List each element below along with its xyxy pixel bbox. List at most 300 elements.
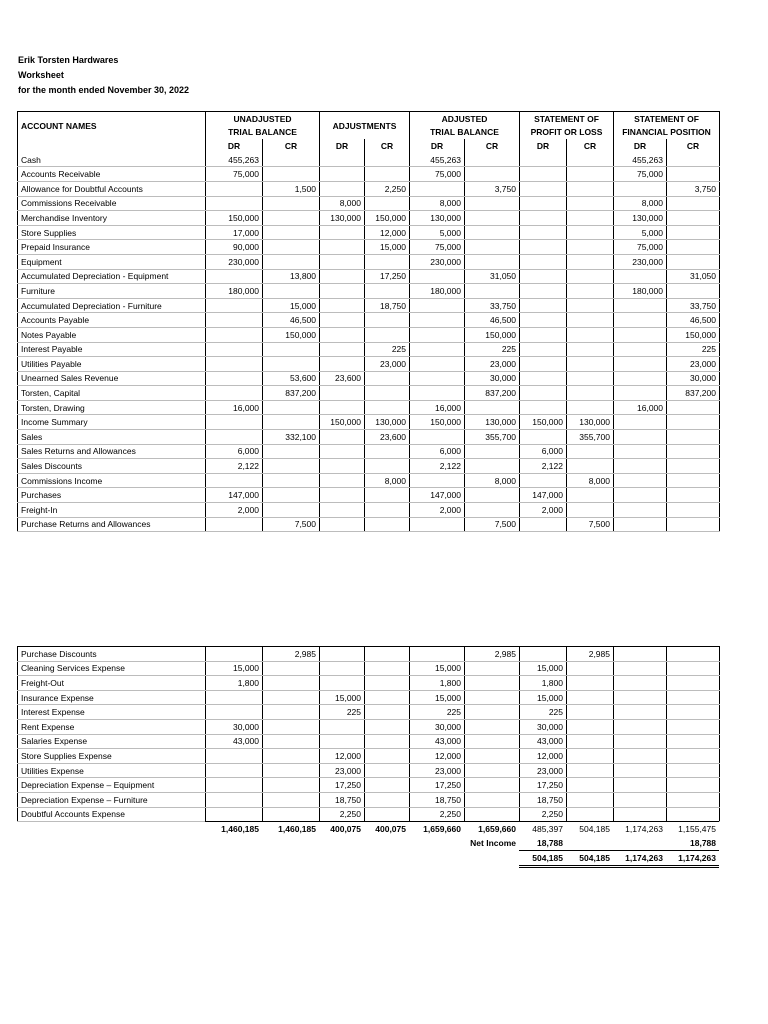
amount-cell: 43,000 (410, 734, 465, 749)
amount-cell (410, 298, 465, 313)
adjusted-header-1: ADJUSTED (410, 112, 520, 126)
amount-cell: 355,700 (567, 430, 614, 445)
amount-cell (320, 167, 365, 182)
amount-cell: 2,250 (320, 807, 365, 822)
amount-cell (667, 153, 720, 167)
amount-cell (206, 386, 263, 401)
account-row (18, 647, 720, 662)
amount-cell (365, 719, 410, 734)
amount-cell: 33,750 (465, 298, 520, 313)
amount-cell (465, 488, 520, 503)
amount-cell: 75,000 (206, 167, 263, 182)
amount-cell (465, 254, 520, 269)
amount-cell: 8,000 (365, 473, 410, 488)
totals-table (17, 821, 719, 868)
amount-cell (263, 488, 320, 503)
amount-cell: 18,750 (320, 792, 365, 807)
amount-cell: 2,985 (263, 647, 320, 662)
amount-cell (206, 690, 263, 705)
amount-cell: 23,600 (365, 430, 410, 445)
amount-cell (365, 371, 410, 386)
amount-cell: 837,200 (667, 386, 720, 401)
account-name-cell: Purchases (18, 488, 206, 503)
amount-cell (614, 313, 667, 328)
account-row (18, 473, 720, 488)
amount-cell (614, 459, 667, 474)
amount-cell (465, 153, 520, 167)
amount-cell: 130,000 (365, 415, 410, 430)
amount-cell (320, 284, 365, 299)
worksheet-table-top (17, 111, 720, 532)
account-name-cell: Sales Discounts (18, 459, 206, 474)
amount-cell (520, 386, 567, 401)
amount-cell (320, 503, 365, 518)
amount-cell (320, 473, 365, 488)
amount-cell: 13,800 (263, 269, 320, 284)
account-name-cell: Freight-Out (18, 676, 206, 691)
amount-cell (263, 503, 320, 518)
worksheet-body-top (18, 153, 720, 532)
account-name-cell: Prepaid Insurance (18, 240, 206, 255)
amount-cell (320, 386, 365, 401)
amount-cell (365, 661, 410, 676)
worksheet-body-bottom (18, 647, 720, 822)
dr-header: DR (520, 139, 567, 153)
amount-cell (365, 254, 410, 269)
amount-cell (320, 647, 365, 662)
grand-total-cell: 504,185 (519, 851, 566, 867)
amount-cell (614, 503, 667, 518)
amount-cell (263, 778, 320, 793)
amount-cell (667, 488, 720, 503)
amount-cell: 43,000 (520, 734, 567, 749)
amount-cell (320, 327, 365, 342)
amount-cell: 12,000 (320, 749, 365, 764)
amount-cell (614, 430, 667, 445)
amount-cell: 30,000 (667, 371, 720, 386)
amount-cell: 12,000 (365, 225, 410, 240)
amount-cell (567, 153, 614, 167)
amount-cell (465, 211, 520, 226)
amount-cell: 1,800 (520, 676, 567, 691)
amount-cell (320, 676, 365, 691)
amount-cell (667, 690, 720, 705)
amount-cell (614, 473, 667, 488)
amount-cell (520, 181, 567, 196)
amount-cell (263, 763, 320, 778)
amount-cell (263, 444, 320, 459)
amount-cell: 18,750 (410, 792, 465, 807)
amount-cell: 15,000 (263, 298, 320, 313)
amount-cell (263, 196, 320, 211)
account-name-cell: Equipment (18, 254, 206, 269)
amount-cell (667, 719, 720, 734)
amount-cell (567, 488, 614, 503)
account-name-cell: Freight-In (18, 503, 206, 518)
cr-header: CR (567, 139, 614, 153)
account-row (18, 763, 720, 778)
account-row (18, 181, 720, 196)
fp-header-2: FINANCIAL POSITION (614, 126, 720, 140)
amount-cell (667, 225, 720, 240)
amount-cell (614, 647, 667, 662)
account-row (18, 661, 720, 676)
amount-cell (567, 342, 614, 357)
amount-cell (614, 327, 667, 342)
amount-cell (263, 749, 320, 764)
amount-cell (465, 503, 520, 518)
account-name-cell: Accumulated Depreciation - Equipment (18, 269, 206, 284)
amount-cell (667, 415, 720, 430)
amount-cell (320, 734, 365, 749)
amount-cell (465, 690, 520, 705)
amount-cell: 16,000 (206, 400, 263, 415)
amount-cell: 230,000 (614, 254, 667, 269)
grand-total-cell: 1,174,263 (613, 851, 666, 867)
amount-cell (410, 473, 465, 488)
amount-cell (206, 196, 263, 211)
amount-cell (410, 313, 465, 328)
account-name-cell: Insurance Expense (18, 690, 206, 705)
amount-cell (465, 792, 520, 807)
amount-cell: 23,000 (520, 763, 567, 778)
amount-cell: 43,000 (206, 734, 263, 749)
account-name-cell: Cleaning Services Expense (18, 661, 206, 676)
amount-cell: 30,000 (206, 719, 263, 734)
amount-cell: 6,000 (410, 444, 465, 459)
grand-total-cell: 504,185 (566, 851, 613, 867)
amount-cell: 225 (365, 342, 410, 357)
amount-cell (667, 444, 720, 459)
total-cell: 1,460,185 (262, 822, 319, 837)
amount-cell (567, 661, 614, 676)
amount-cell: 8,000 (614, 196, 667, 211)
amount-cell (614, 517, 667, 532)
amount-cell: 2,250 (410, 807, 465, 822)
amount-cell: 130,000 (614, 211, 667, 226)
amount-cell (320, 719, 365, 734)
amount-cell (365, 284, 410, 299)
amount-cell (263, 690, 320, 705)
account-row (18, 444, 720, 459)
amount-cell (320, 459, 365, 474)
amount-cell: 5,000 (410, 225, 465, 240)
amount-cell (667, 459, 720, 474)
amount-cell (567, 284, 614, 299)
amount-cell (410, 181, 465, 196)
amount-cell (465, 284, 520, 299)
amount-cell (567, 690, 614, 705)
amount-cell (567, 749, 614, 764)
amount-cell (465, 734, 520, 749)
amount-cell: 15,000 (520, 690, 567, 705)
amount-cell: 8,000 (465, 473, 520, 488)
amount-cell (465, 444, 520, 459)
amount-cell (465, 807, 520, 822)
amount-cell (520, 342, 567, 357)
amount-cell: 15,000 (206, 661, 263, 676)
amount-cell: 225 (465, 342, 520, 357)
amount-cell (263, 705, 320, 720)
amount-cell (263, 473, 320, 488)
amount-cell (667, 254, 720, 269)
amount-cell (465, 676, 520, 691)
amount-cell (614, 676, 667, 691)
amount-cell (520, 240, 567, 255)
cr-header: CR (667, 139, 720, 153)
total-cell: 1,174,263 (613, 822, 666, 837)
amount-cell (667, 167, 720, 182)
amount-cell: 150,000 (263, 327, 320, 342)
amount-cell (320, 269, 365, 284)
net-income-pl: 18,788 (537, 838, 563, 848)
amount-cell (365, 386, 410, 401)
total-cell: 400,075 (319, 822, 364, 837)
amount-cell: 2,122 (520, 459, 567, 474)
amount-cell: 180,000 (614, 284, 667, 299)
amount-cell (614, 763, 667, 778)
amount-cell (206, 415, 263, 430)
account-name-cell: Interest Expense (18, 705, 206, 720)
amount-cell: 150,000 (365, 211, 410, 226)
dr-header: DR (410, 139, 465, 153)
total-cell: 485,397 (519, 822, 566, 837)
amount-cell: 30,000 (410, 719, 465, 734)
amount-cell: 90,000 (206, 240, 263, 255)
amount-cell (567, 459, 614, 474)
grand-total-cell: 1,174,263 (666, 851, 719, 867)
account-name-cell: Notes Payable (18, 327, 206, 342)
amount-cell (520, 357, 567, 372)
amount-cell: 30,000 (520, 719, 567, 734)
amount-cell (206, 327, 263, 342)
amount-cell (667, 763, 720, 778)
amount-cell: 17,250 (320, 778, 365, 793)
amount-cell: 837,200 (263, 386, 320, 401)
amount-cell (567, 357, 614, 372)
amount-cell (465, 240, 520, 255)
amount-cell: 12,000 (410, 749, 465, 764)
amount-cell (365, 327, 410, 342)
amount-cell (263, 661, 320, 676)
net-income-label: Net Income (470, 838, 516, 849)
amount-cell (614, 749, 667, 764)
amount-cell (263, 719, 320, 734)
amount-cell: 23,000 (465, 357, 520, 372)
account-row (18, 211, 720, 226)
amount-cell: 5,000 (614, 225, 667, 240)
amount-cell (410, 430, 465, 445)
amount-cell (567, 386, 614, 401)
amount-cell (320, 225, 365, 240)
amount-cell (320, 153, 365, 167)
amount-cell (667, 517, 720, 532)
amount-cell: 225 (520, 705, 567, 720)
amount-cell (614, 269, 667, 284)
amount-cell (520, 517, 567, 532)
amount-cell (320, 181, 365, 196)
amount-cell (465, 167, 520, 182)
account-name-cell: Unearned Sales Revenue (18, 371, 206, 386)
amount-cell: 147,000 (520, 488, 567, 503)
amount-cell (614, 778, 667, 793)
amount-cell (614, 488, 667, 503)
amount-cell (465, 459, 520, 474)
amount-cell (520, 327, 567, 342)
amount-cell (667, 661, 720, 676)
amount-cell (567, 167, 614, 182)
amount-cell (206, 792, 263, 807)
account-row (18, 503, 720, 518)
amount-cell: 2,000 (410, 503, 465, 518)
amount-cell (206, 269, 263, 284)
amount-cell: 17,250 (410, 778, 465, 793)
account-row (18, 371, 720, 386)
account-row (18, 153, 720, 167)
account-row (18, 459, 720, 474)
amount-cell (614, 298, 667, 313)
amount-cell (410, 386, 465, 401)
amount-cell: 150,000 (465, 327, 520, 342)
total-cell: 400,075 (364, 822, 409, 837)
amount-cell (614, 719, 667, 734)
account-row (18, 167, 720, 182)
amount-cell (567, 313, 614, 328)
amount-cell (520, 153, 567, 167)
amount-cell: 7,500 (263, 517, 320, 532)
amount-cell (614, 342, 667, 357)
amount-cell (206, 705, 263, 720)
grand-total-row (17, 851, 719, 867)
total-cell: 1,460,185 (205, 822, 262, 837)
amount-cell: 15,000 (365, 240, 410, 255)
account-row (18, 488, 720, 503)
amount-cell: 2,985 (567, 647, 614, 662)
amount-cell (365, 676, 410, 691)
amount-cell (263, 254, 320, 269)
amount-cell: 150,000 (520, 415, 567, 430)
amount-cell: 2,985 (465, 647, 520, 662)
amount-cell (320, 254, 365, 269)
account-row (18, 400, 720, 415)
account-row (18, 196, 720, 211)
account-row (18, 240, 720, 255)
amount-cell (365, 444, 410, 459)
account-row (18, 749, 720, 764)
amount-cell: 23,000 (365, 357, 410, 372)
amount-cell (206, 778, 263, 793)
amount-cell (206, 430, 263, 445)
total-cell: 1,659,660 (409, 822, 464, 837)
account-name-cell: Allowance for Doubtful Accounts (18, 181, 206, 196)
amount-cell (667, 807, 720, 822)
account-name-cell: Cash (18, 153, 206, 167)
amount-cell (614, 181, 667, 196)
amount-cell (614, 661, 667, 676)
amount-cell (567, 400, 614, 415)
amount-cell (667, 647, 720, 662)
amount-cell (465, 661, 520, 676)
account-row (18, 517, 720, 532)
account-name-cell: Merchandise Inventory (18, 211, 206, 226)
amount-cell: 2,000 (206, 503, 263, 518)
amount-cell: 23,600 (320, 371, 365, 386)
account-row (18, 807, 720, 822)
amount-cell (263, 342, 320, 357)
amount-cell: 17,250 (520, 778, 567, 793)
amount-cell (667, 240, 720, 255)
account-name-cell: Utilities Expense (18, 763, 206, 778)
account-row (18, 734, 720, 749)
amount-cell (263, 807, 320, 822)
amount-cell (465, 719, 520, 734)
amount-cell (320, 313, 365, 328)
amount-cell: 130,000 (320, 211, 365, 226)
amount-cell (410, 517, 465, 532)
amount-cell (410, 647, 465, 662)
account-name-cell: Torsten, Capital (18, 386, 206, 401)
amount-cell (567, 792, 614, 807)
amount-cell: 147,000 (410, 488, 465, 503)
amount-cell: 837,200 (465, 386, 520, 401)
amount-cell (206, 357, 263, 372)
amount-cell: 18,750 (520, 792, 567, 807)
amount-cell (365, 153, 410, 167)
amount-cell (365, 400, 410, 415)
amount-cell (567, 705, 614, 720)
amount-cell (365, 313, 410, 328)
amount-cell (206, 517, 263, 532)
amount-cell (567, 807, 614, 822)
account-row (18, 342, 720, 357)
amount-cell (667, 473, 720, 488)
amount-cell (206, 313, 263, 328)
amount-cell: 147,000 (206, 488, 263, 503)
account-name-cell: Purchase Discounts (18, 647, 206, 662)
amount-cell (263, 240, 320, 255)
amount-cell: 46,500 (667, 313, 720, 328)
amount-cell: 15,000 (410, 690, 465, 705)
amount-cell (520, 284, 567, 299)
account-name-cell: Depreciation Expense – Equipment (18, 778, 206, 793)
account-row (18, 415, 720, 430)
amount-cell (365, 517, 410, 532)
period-label: for the month ended November 30, 2022 (18, 85, 190, 95)
amount-cell (410, 269, 465, 284)
account-name-cell: Interest Payable (18, 342, 206, 357)
amount-cell (667, 284, 720, 299)
amount-cell: 150,000 (206, 211, 263, 226)
amount-cell (567, 719, 614, 734)
amount-cell (410, 371, 465, 386)
amount-cell (520, 254, 567, 269)
amount-cell (320, 517, 365, 532)
amount-cell: 17,250 (365, 269, 410, 284)
amount-cell (567, 371, 614, 386)
amount-cell (667, 503, 720, 518)
amount-cell (465, 400, 520, 415)
amount-cell (320, 430, 365, 445)
amount-cell (206, 763, 263, 778)
amount-cell: 150,000 (667, 327, 720, 342)
amount-cell (520, 196, 567, 211)
amount-cell (465, 225, 520, 240)
amount-cell (667, 430, 720, 445)
total-cell: 1,659,660 (464, 822, 519, 837)
amount-cell (206, 342, 263, 357)
amount-cell (365, 196, 410, 211)
amount-cell (263, 357, 320, 372)
